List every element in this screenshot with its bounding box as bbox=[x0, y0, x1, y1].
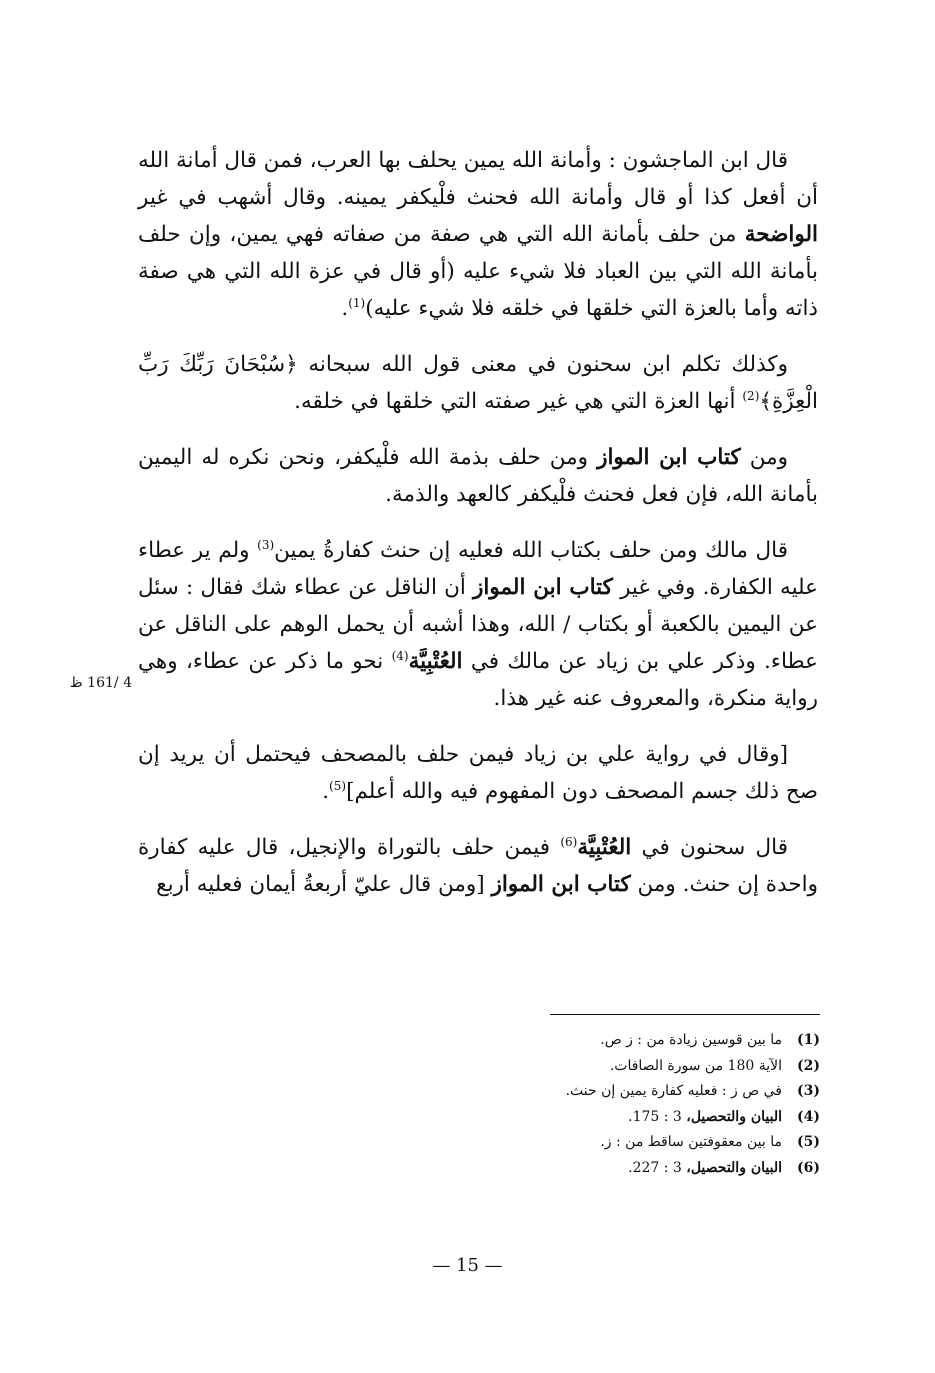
footnote-number: (4) bbox=[797, 1108, 820, 1125]
text-run: قال ابن الماجشون : وأمانة الله يمين يحلف بها العرب، فمن قال أمانة الله أن أفعل كذا أو قال وأمانة الله فحنث فلْيكفر يمينه. وقال أشهب في غير bbox=[138, 148, 818, 210]
text-run: أنها العزة التي هي غير صفته التي خلقها في خلقه. bbox=[294, 389, 743, 414]
footnote-number: (5) bbox=[797, 1134, 820, 1150]
text-run: . bbox=[341, 296, 349, 321]
footnote-text: 3 : 227. bbox=[628, 1159, 687, 1176]
text-run: ومن bbox=[740, 445, 788, 470]
footnote-number: (6) bbox=[797, 1159, 820, 1176]
footnote-item bbox=[440, 1130, 820, 1156]
footnote-number: (2) bbox=[797, 1057, 820, 1074]
text-run: أن الناقل عن عطاء شك فقال : سئل عن اليمين بالكعبة أو بكتاب / الله، وهذا أشبه أن يحمل الوهم على الناقل عن عطاء. وذكر علي بن زياد عن مالك في bbox=[138, 575, 818, 674]
footnote-reference[interactable]: (1) bbox=[348, 295, 366, 310]
manuscript-folio-note: 4 /161 ظ bbox=[69, 675, 132, 691]
source-title: البيان والتحصيل، bbox=[686, 1159, 782, 1176]
footnote-divider bbox=[550, 1014, 820, 1015]
footnote-reference[interactable]: (4) bbox=[391, 648, 409, 663]
text-run: وكذلك تكلم ابن سحنون في معنى قول الله سبحانه ﴿سُبْحَانَ رَبِّكَ رَبِّ الْعِزَّةِ﴾ bbox=[138, 352, 818, 414]
text-run: [ومن قال عليّ أربعةُ أيمان فعليه أربع bbox=[156, 872, 492, 897]
paragraph-5 bbox=[138, 736, 818, 810]
footnote-text: الآية 180 من سورة الصافات. bbox=[609, 1057, 782, 1074]
paragraph-6 bbox=[138, 829, 818, 903]
footnote-text: 3 : 175. bbox=[628, 1108, 687, 1125]
footnote-number: (3) bbox=[797, 1083, 820, 1099]
footnote-text: ما بين معقوفتين ساقط من : ز. bbox=[600, 1134, 782, 1150]
text-run: قال سحنون في bbox=[631, 835, 788, 860]
main-text-block bbox=[138, 142, 818, 922]
paragraph-1 bbox=[138, 142, 818, 327]
footnote-reference[interactable]: (6) bbox=[560, 834, 578, 849]
footnote-text: في ص ز : فعليه كفارة يمين إن حنث. bbox=[565, 1083, 782, 1099]
footnote-item bbox=[440, 1054, 820, 1080]
footnotes-list bbox=[440, 1028, 820, 1181]
book-title: العُتْبِيَّة bbox=[577, 835, 632, 860]
text-run: نحو ما ذكر عن عطاء، وهي رواية منكرة، والمعروف عنه غير هذا. bbox=[138, 649, 818, 711]
book-title: كتاب ابن المواز bbox=[597, 445, 741, 470]
text-run: قال مالك ومن حلف بكتاب الله فعليه إن حنث كفارةُ يمين bbox=[274, 538, 788, 563]
footnote-item bbox=[440, 1156, 820, 1182]
text-run: ولم ير عطاء عليه الكفارة. وفي غير bbox=[138, 538, 819, 600]
footnote-item bbox=[440, 1105, 820, 1131]
footnote-item bbox=[440, 1079, 820, 1105]
paragraph-4 bbox=[138, 532, 818, 717]
source-title: البيان والتحصيل، bbox=[686, 1108, 782, 1125]
book-title: كتاب ابن المواز bbox=[473, 575, 613, 600]
footnote-reference[interactable]: (5) bbox=[329, 778, 347, 793]
footnote-item bbox=[440, 1028, 820, 1054]
text-run: فيمن حلف بالتوراة والإنجيل، قال عليه كفارة واحدة إن حنث. ومن bbox=[138, 835, 818, 897]
footnote-reference[interactable]: (3) bbox=[257, 537, 275, 552]
text-run: ومن حلف بذمة الله فلْيكفر، ونحن نكره له اليمين بأمانة الله، فإن فعل فحنث فلْيكفر كالعهد والذمة. bbox=[138, 445, 818, 507]
text-run: من حلف بأمانة الله التي هي صفة من صفاته فهي يمين، وإن حلف بأمانة الله التي بين العباد فلا شيء عليه (أو قال في عزة الله التي هي صفة ذاته وأما بالعزة التي خلقها في خلقه فلا شيء عليه) bbox=[138, 222, 818, 321]
book-title: الواضحة bbox=[744, 222, 818, 247]
paragraph-3 bbox=[138, 439, 818, 513]
book-title: العُتْبِيَّة bbox=[408, 649, 463, 674]
book-title: كتاب ابن المواز bbox=[491, 872, 631, 897]
page-number: — 15 — bbox=[432, 1255, 503, 1276]
footnote-number: (1) bbox=[797, 1032, 820, 1048]
text-run: . bbox=[322, 779, 330, 804]
footnote-reference[interactable]: (2) bbox=[742, 388, 760, 403]
text-run: [وقال في رواية علي بن زياد فيمن حلف بالمصحف فيحتمل أن يريد إن صح ذلك جسم المصحف دون المفهوم فيه والله أعلم] bbox=[138, 742, 818, 804]
paragraph-2 bbox=[138, 346, 818, 420]
footnote-text: ما بين قوسين زيادة من : ز ص. bbox=[600, 1032, 782, 1048]
